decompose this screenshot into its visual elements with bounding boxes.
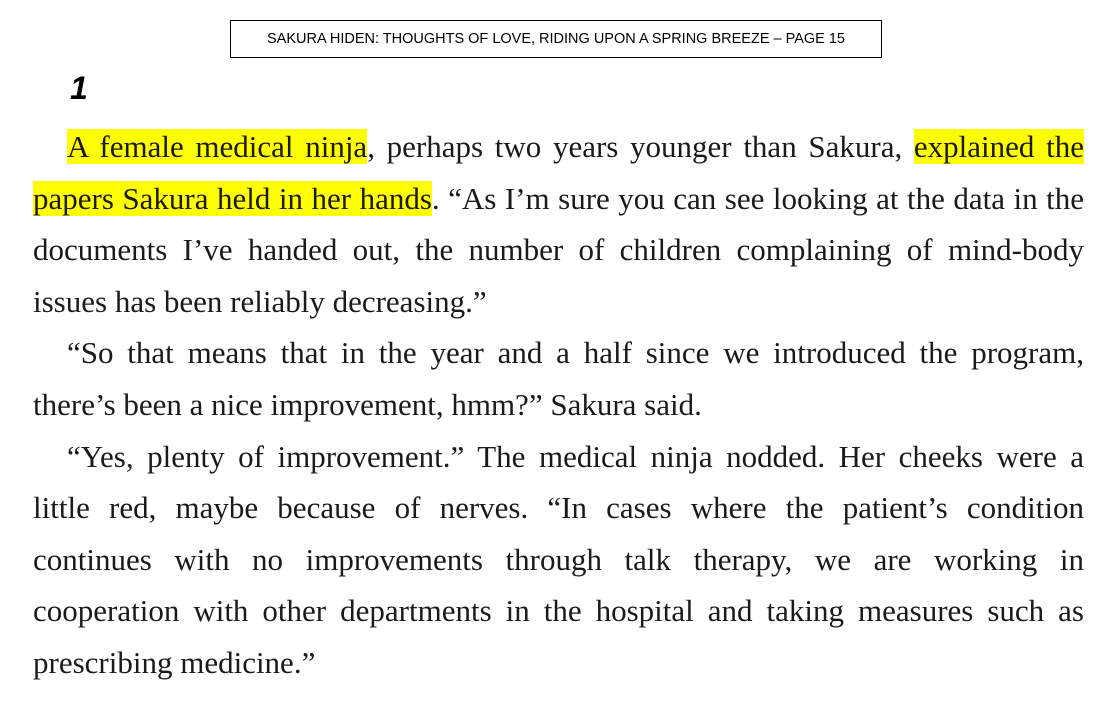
paragraph-2 [33,327,1084,430]
page-header [230,20,882,58]
highlighted-text: explained the papers Sakura held in her hands [33,129,1084,216]
paragraph-1 [33,121,1084,327]
highlighted-text: A female medical ninja [67,129,368,164]
paragraph-text: . “As I’m sure you can see looking at the data in the documents I’ve handed out, the number of children complaining of mind-body issues has been reliably decreasing.” [33,180,1084,319]
paragraph-text: “Yes, plenty of improvement.” The medical ninja nodded. Her cheeks were a little red, maybe because of nerves. “In cases where the patient’s condition continues with no improvements through talk therapy, we are working in cooperation with other departments in the hospital and taking measures such as prescribing medicine.” [33,438,1084,680]
paragraph-text: , perhaps two years younger than Sakura, [367,129,914,164]
paragraph-3 [33,431,1084,689]
section-label: 1 [70,70,88,106]
page-header-title: SAKURA HIDEN: THOUGHTS OF LOVE, RIDING UPON A SPRING BREEZE – PAGE 15 [267,31,845,47]
body-text [33,121,1084,689]
paragraph-text: “So that means that in the year and a half since we introduced the program, there’s been a nice improvement, hmm?” Sakura said. [33,335,1084,422]
